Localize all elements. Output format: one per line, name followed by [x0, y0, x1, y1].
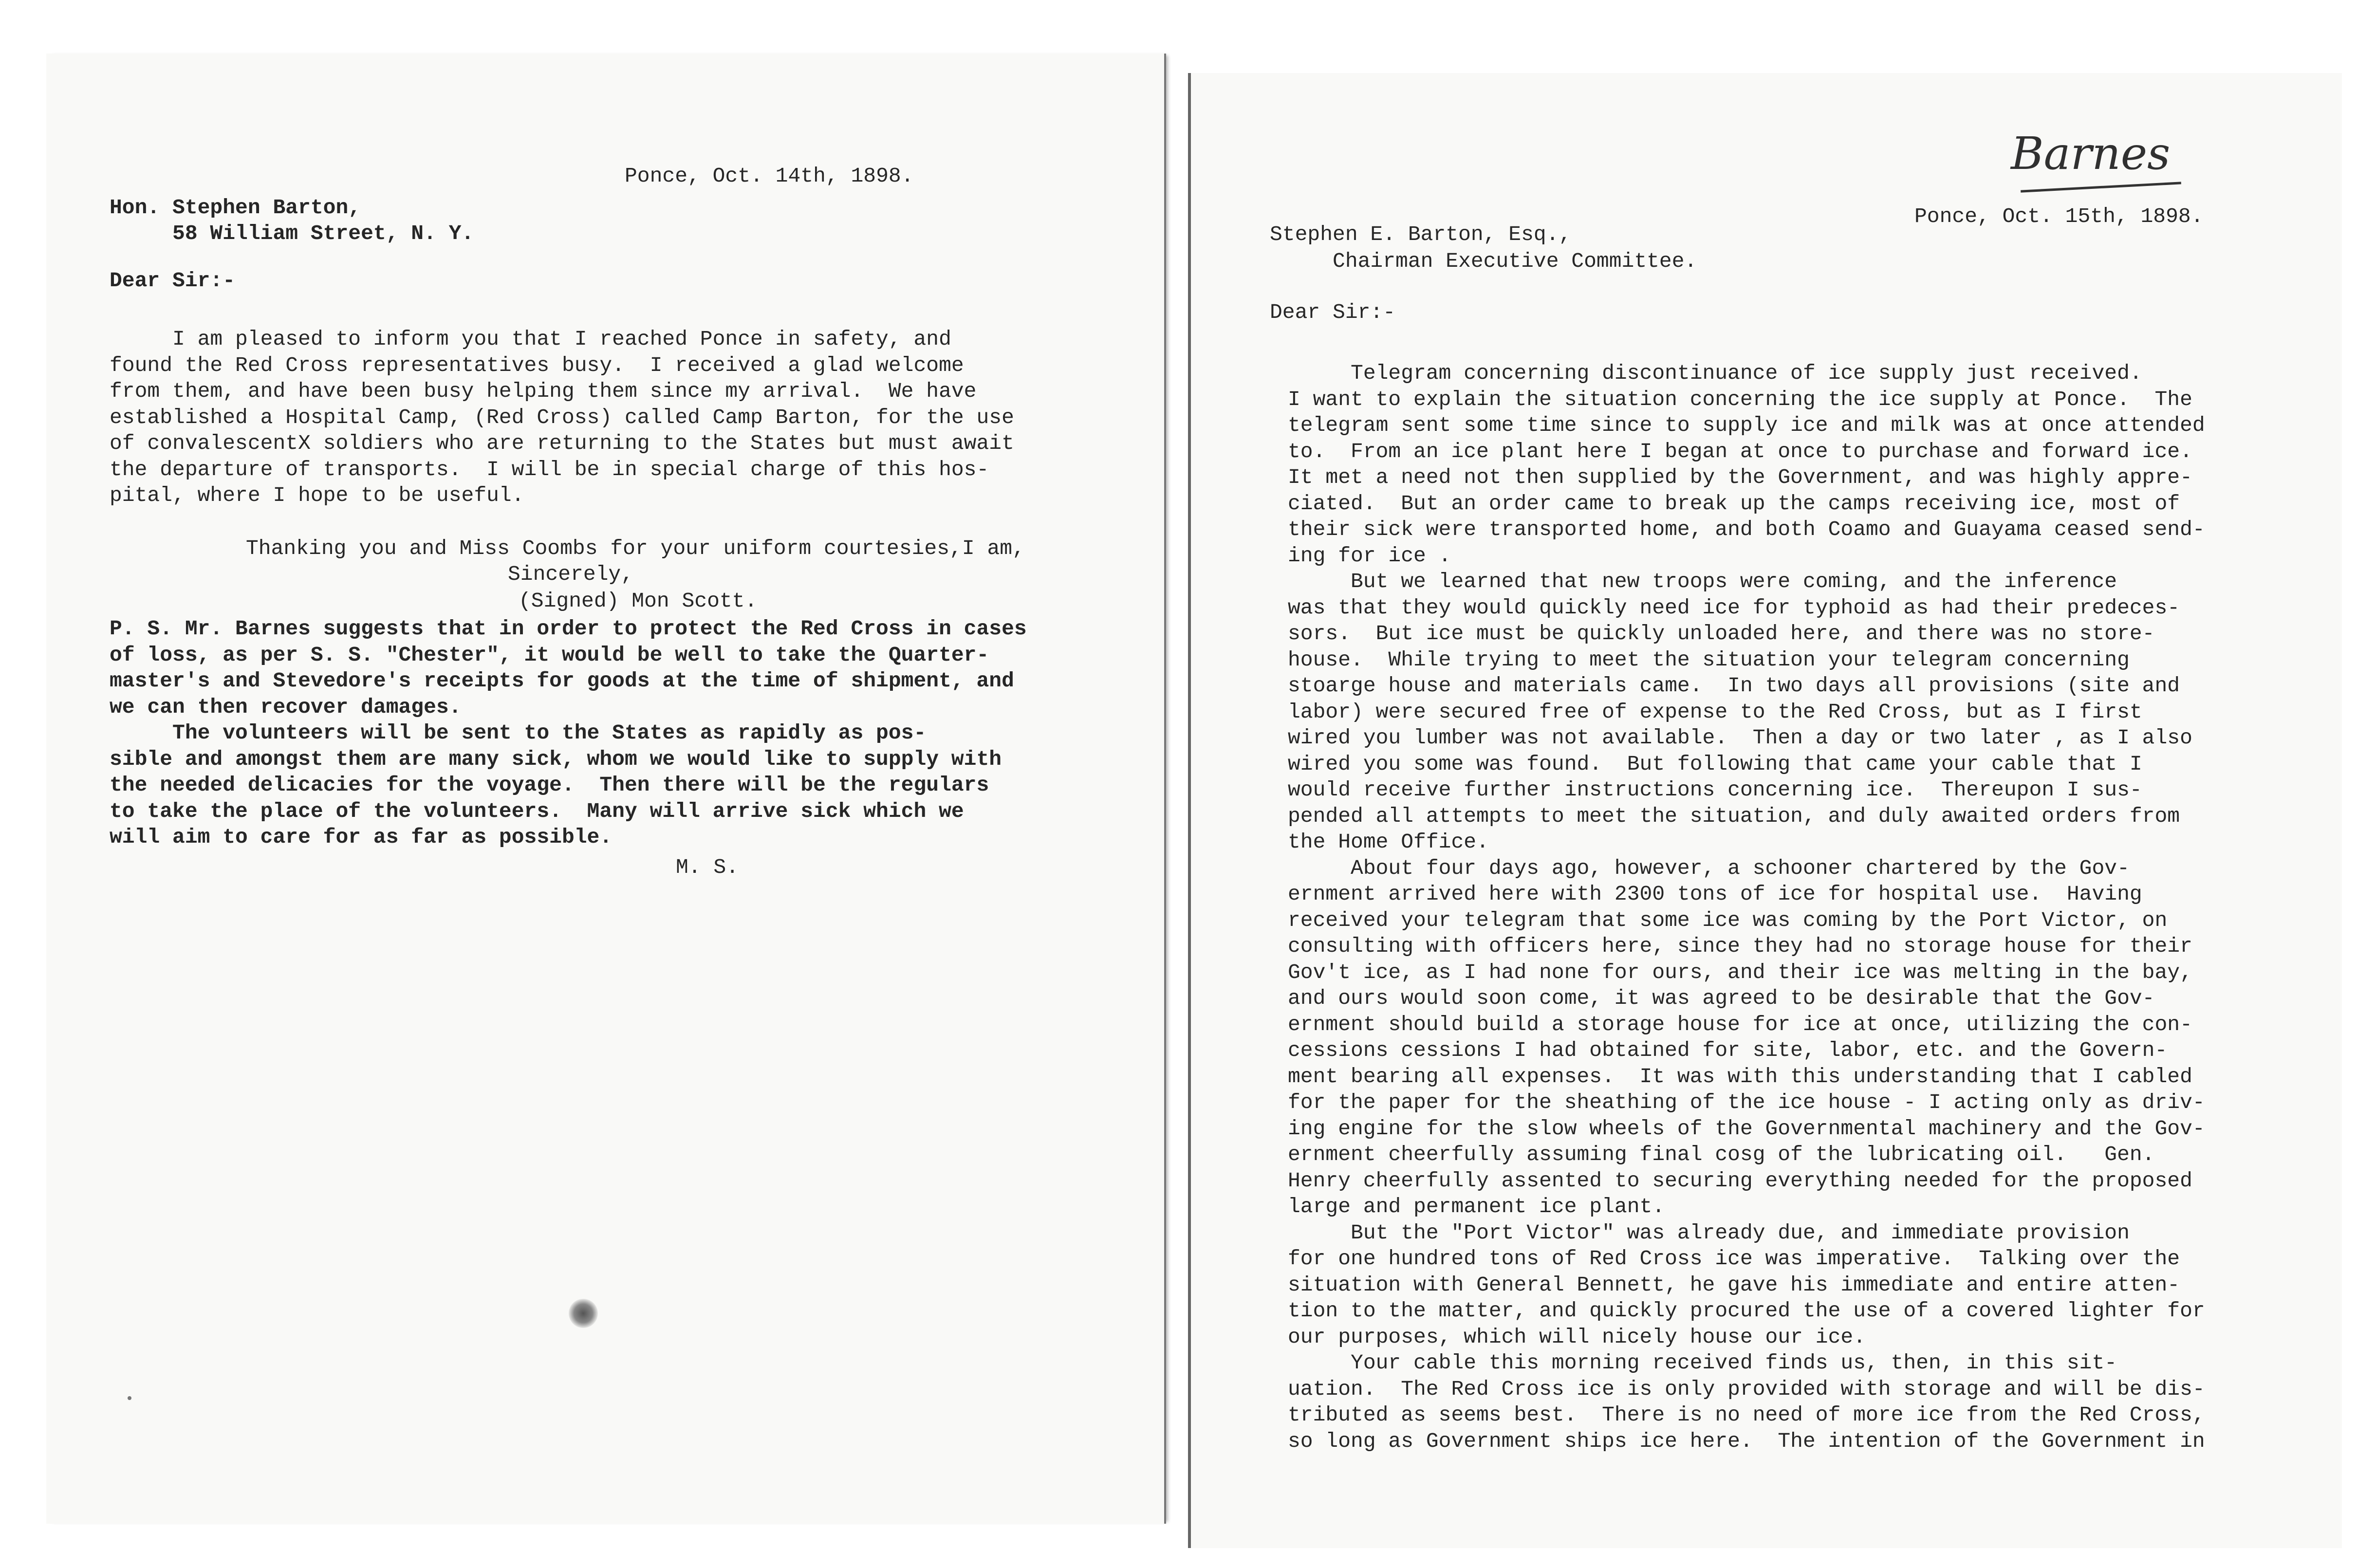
- right-body: [1288, 360, 2205, 1454]
- text-line: stoarge house and materials came. In two days all provisions (site and: [1288, 674, 2180, 698]
- text-line: their sick were transported home, and both Coamo and Guayama ceased send-: [1288, 517, 2205, 541]
- text-line: sible and amongst them are many sick, whom we would like to supply with: [110, 747, 1002, 771]
- handwritten-annotation: Barnes: [2011, 128, 2171, 180]
- text-line: situation with General Bennett, he gave his immediate and entire atten-: [1288, 1273, 2180, 1297]
- text-line: we can then recover damages.: [110, 695, 462, 719]
- text-line: received your telegram that some ice was coming by the Port Victor, on: [1288, 908, 2168, 932]
- text-line: Gov't ice, as I had none for ours, and their ice was melting in the bay,: [1288, 960, 2192, 984]
- right-salutation: Dear Sir:-: [1270, 300, 1396, 324]
- text-line: It met a need not then supplied by the Government, and was highly appre-: [1288, 465, 2192, 489]
- text-line: would receive further instructions concerning ice. Thereupon I sus-: [1288, 778, 2142, 802]
- text-line: Your cable this morning received finds us, then, in this sit-: [1288, 1351, 2117, 1375]
- text-line: tion to the matter, and quickly procured the use of a covered lighter for: [1288, 1299, 2205, 1323]
- left-postscript: [110, 616, 1027, 850]
- paper-speck: [128, 1396, 131, 1400]
- text-line: labor) were secured free of expense to the Red Cross, but as I first: [1288, 700, 2142, 724]
- text-line: Henry cheerfully assented to securing everything needed for the proposed: [1288, 1168, 2192, 1193]
- text-line: for the paper for the sheathing of the ice house - I acting only as driv-: [1288, 1090, 2205, 1114]
- left-closing-sincerely: Sincerely,: [508, 562, 634, 586]
- text-line: sors. But ice must be quickly unloaded here, and there was no store-: [1288, 622, 2155, 646]
- text-line: cessions cessions I had obtained for site, labor, etc. and the Govern-: [1288, 1038, 2168, 1062]
- text-line: P. S. Mr. Barnes suggests that in order to protect the Red Cross in cases: [110, 617, 1027, 641]
- text-line: from them, and have been busy helping them since my arrival. We have: [110, 379, 977, 403]
- text-line: our purposes, which will nicely house our ice.: [1288, 1325, 1866, 1349]
- text-line: wired you lumber was not available. Then a day or two later , as I also: [1288, 726, 2192, 750]
- right-addressee-title: Chairman Executive Committee.: [1270, 249, 1697, 273]
- text-line: to take the place of the volunteers. Many will arrive sick which we: [110, 799, 964, 823]
- text-line: for one hundred tons of Red Cross ice was imperative. Talking over the: [1288, 1247, 2180, 1271]
- text-line: the needed delicacies for the voyage. Then there will be the regulars: [110, 773, 989, 797]
- text-line: pital, where I hope to be useful.: [110, 483, 524, 507]
- text-line: consulting with officers here, since they had no storage house for their: [1288, 934, 2192, 958]
- text-line: telegram sent some time since to supply ice and milk was at once attended: [1288, 413, 2205, 437]
- ink-spot: [569, 1299, 598, 1328]
- text-line: ernment arrived here with 2300 tons of ice for hospital use. Having: [1288, 882, 2142, 906]
- text-line: ing engine for the slow wheels of the Governmental machinery and the Gov-: [1288, 1116, 2205, 1141]
- text-line: uation. The Red Cross ice is only provided with storage and will be dis-: [1288, 1377, 2205, 1401]
- text-line: so long as Government ships ice here. The intention of the Government in: [1288, 1429, 2205, 1453]
- text-line: wired you some was found. But following that came your cable that I: [1288, 752, 2142, 776]
- text-line: tributed as seems best. There is no need of more ice from the Red Cross,: [1288, 1403, 2205, 1427]
- text-line: of loss, as per S. S. "Chester", it would be well to take the Quarter-: [110, 643, 989, 667]
- text-line: I want to explain the situation concerning the ice supply at Ponce. The: [1288, 387, 2192, 411]
- text-line: established a Hospital Camp, (Red Cross) called Camp Barton, for the use: [110, 405, 1014, 429]
- text-line: the Home Office.: [1288, 830, 1489, 854]
- text-line: ment bearing all expenses. It was with this understanding that I cabled: [1288, 1064, 2192, 1088]
- left-closing-thanks: Thanking you and Miss Coombs for your uniform courtesies,I am,: [246, 536, 1025, 560]
- text-line: was that they would quickly need ice for typhoid as had their predeces-: [1288, 595, 2180, 620]
- left-signature: (Signed) Mon Scott.: [519, 589, 758, 613]
- left-dateline: Ponce, Oct. 14th, 1898.: [625, 164, 914, 188]
- text-line: But we learned that new troops were coming, and the inference: [1288, 570, 2117, 593]
- left-initials: M. S.: [676, 855, 739, 879]
- text-line: of convalescentX soldiers who are returning to the States but must await: [110, 431, 1014, 455]
- left-body: [110, 326, 1014, 509]
- right-dateline: Ponce, Oct. 15th, 1898.: [1914, 204, 2204, 228]
- text-line: But the "Port Victor" was already due, and immediate provision: [1288, 1220, 2130, 1245]
- text-line: ciated. But an order came to break up the camps receiving ice, most of: [1288, 491, 2180, 516]
- text-line: Telegram concerning discontinuance of ice supply just received.: [1288, 361, 2142, 385]
- left-salutation: Dear Sir:-: [110, 269, 236, 293]
- left-addressee-street: 58 William Street, N. Y.: [110, 221, 474, 245]
- text-line: pended all attempts to meet the situation, and duly awaited orders from: [1288, 804, 2180, 828]
- text-line: ing for ice .: [1288, 543, 1451, 568]
- right-addressee-name: Stephen E. Barton, Esq.,: [1270, 222, 1572, 246]
- text-line: the departure of transports. I will be in special charge of this hos-: [110, 457, 989, 481]
- left-addressee-name: Hon. Stephen Barton,: [110, 196, 361, 220]
- text-line: ernment cheerfully assuming final cosg of the lubricating oil. Gen.: [1288, 1143, 2155, 1166]
- text-line: will aim to care for as far as possible.: [110, 825, 612, 849]
- text-line: large and permanent ice plant.: [1288, 1195, 1665, 1218]
- text-line: and ours would soon come, it was agreed to be desirable that the Gov-: [1288, 986, 2155, 1010]
- text-line: house. While trying to meet the situation your telegram concerning: [1288, 647, 2130, 672]
- text-line: I am pleased to inform you that I reached Ponce in safety, and: [110, 327, 951, 351]
- text-line: found the Red Cross representatives busy. I received a glad welcome: [110, 353, 964, 377]
- text-line: About four days ago, however, a schooner chartered by the Gov-: [1288, 856, 2130, 880]
- text-line: to. From an ice plant here I began at once to purchase and forward ice.: [1288, 439, 2192, 463]
- text-line: master's and Stevedore's receipts for goods at the time of shipment, and: [110, 669, 1014, 693]
- text-line: The volunteers will be sent to the States as rapidly as pos-: [110, 721, 927, 745]
- text-line: ernment should build a storage house for ice at once, utilizing the con-: [1288, 1012, 2192, 1036]
